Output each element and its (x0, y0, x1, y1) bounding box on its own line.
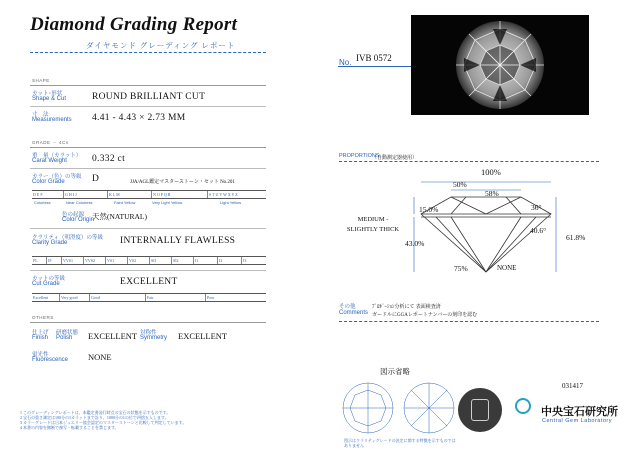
color-master-note: JJA/AGL鑑定マスターストーン・セット No.201 (130, 180, 235, 185)
lower-half-value: 75% (454, 264, 468, 273)
table-value: 58% (485, 189, 499, 198)
polish-value: EXCELLENT (88, 331, 138, 341)
color-scale-seg: D E F (32, 191, 64, 198)
comment-line-1: ﾌﾟﾛﾎﾟｰｼｮﾝ分析にて 表面検査済 (372, 305, 441, 310)
color-scale-seg: G H I J (64, 191, 108, 198)
scale-desc: Colorless (34, 200, 51, 205)
color-scale-seg: K L M (108, 191, 152, 198)
scale-desc: Faint Yellow (114, 200, 136, 205)
proportions-diagram (411, 162, 561, 282)
clarity-label-en: Clarity Grade (32, 240, 68, 246)
cut-label-en: Cut Grade (32, 281, 60, 287)
color-label-en: Color Grade (32, 179, 65, 185)
color-scale-seg: N O P Q R (152, 191, 208, 198)
cut-scale-seg: Good (90, 294, 146, 301)
polish-label-en: Polish (56, 335, 73, 341)
fluorescence-label-en: Fluorescence (32, 357, 69, 363)
carat-label-jp: 重 量（カラット） (32, 153, 82, 159)
plot-diagram (341, 380, 457, 436)
section-rule (30, 85, 266, 86)
lab-logo-icon (515, 398, 531, 414)
footer-note: 1 このグレーディングレポートは、本鑑定書発行時点の宝石の状態を示すものです。 (20, 410, 171, 415)
cut-scale (32, 293, 266, 302)
proportions-label: PROPORTIONS (339, 153, 380, 159)
color-label-jp: カラー（色）の等級 (32, 174, 82, 180)
plot-omitted-label: 図示省略 (380, 367, 410, 376)
color-value: D (92, 174, 100, 184)
footer-note: 3 カラーグレードは日本ジュエリー協会認定のマスターストーンと比較して判定しています。 (20, 420, 187, 425)
polish-label-jp: 研磨状態 (56, 330, 79, 336)
carat-value: 0.332 ct (92, 154, 126, 164)
clarity-scale-seg: FL (32, 257, 47, 264)
girdle-value: MEDIUM - SLIGHTLY THICK (346, 216, 400, 233)
color-origin-label-jp: 色の起源 (62, 212, 85, 218)
color-scale-seg: S T U V W X Y Z (209, 192, 238, 197)
scale-desc: Near Colorless (66, 200, 93, 205)
comment-line-2: ガードルにGGAレポートナンバーの刻印を認む (372, 313, 478, 318)
crown-angle-value: 36° (531, 203, 542, 212)
measurements-value: 4.41 - 4.43 × 2.73 MM (92, 113, 186, 123)
cut-label-jp: カットの等級 (32, 276, 65, 282)
clarity-scale (32, 256, 266, 265)
seal-emblem-icon (471, 399, 489, 421)
scale-desc: Light Yellow (220, 200, 242, 205)
section-rule (30, 147, 266, 148)
crown-height-value: 15.0% (419, 205, 439, 214)
color-origin-value: 天然(NATURAL) (92, 212, 147, 221)
row-rule (30, 106, 266, 107)
cut-scale-seg: Excellent (32, 294, 60, 301)
clarity-label-jp: クラリティ（明澄度）の等級 (32, 235, 103, 241)
shape-cut-label-jp: カット･形状 (32, 91, 63, 97)
section-shape-label: SHAPE (32, 78, 50, 83)
row-rule (30, 270, 266, 271)
clarity-scale-seg: SI2 (172, 257, 194, 264)
clarity-scale-seg: VS1 (106, 257, 128, 264)
plot-note: 図示はクラリティグレードの決定に関する特徴を示すものではありません (344, 438, 456, 448)
clarity-scale-seg: VS2 (128, 257, 150, 264)
total-depth-value: 61.8% (566, 233, 586, 242)
cut-scale-seg: Poor (207, 295, 215, 300)
clarity-scale-seg: VVS2 (84, 257, 106, 264)
finish-label-en: Finish (32, 335, 49, 341)
carat-label-en: Carat Weight (32, 158, 67, 164)
clarity-scale-seg: SI1 (150, 257, 172, 264)
section-rule (30, 322, 266, 323)
row-rule (30, 228, 266, 229)
symmetry-label-jp: 対称性 (140, 330, 157, 336)
color-scale (32, 190, 266, 199)
lab-name-en: Central Gem Laboratory (542, 418, 612, 424)
pavilion-angle-value: 40.6° (530, 226, 547, 235)
cut-scale-seg: Fair (146, 294, 206, 301)
fluorescence-label-jp: 蛍光性 (32, 352, 49, 358)
row-rule (30, 168, 266, 169)
footer-note: 4 本書の内容を無断で複写・転載することを禁じます。 (20, 425, 119, 430)
section-grade-label: GRADE － 4Cs (32, 140, 69, 145)
shape-cut-label-en: Shape & Cut (32, 96, 67, 102)
footer-note: 2 宝石の重さ測定は100分の1カラットまで計り、1000分の1の位で四捨五入します。 (20, 415, 169, 420)
clarity-scale-seg: IF (47, 257, 62, 264)
clarity-scale-seg: I3 (243, 258, 247, 263)
clarity-value: INTERNALLY FLAWLESS (120, 236, 236, 246)
cut-scale-seg: Very good (60, 294, 90, 301)
cut-value: EXCELLENT (120, 277, 178, 287)
clarity-scale-seg: VVS1 (62, 257, 84, 264)
fluorescence-value: NONE (88, 352, 112, 362)
lab-name-jp: 中央宝石研究所 (541, 406, 618, 418)
measurements-label-jp: 寸 法 (32, 112, 49, 118)
symmetry-label-en: Symmetry (140, 335, 167, 341)
clarity-scale-seg: I2 (218, 257, 242, 264)
clarity-scale-seg: I1 (194, 257, 218, 264)
serial-number: 031417 (562, 382, 583, 390)
comments-label-jp: その他 (339, 304, 356, 310)
report-no-underline (338, 66, 416, 67)
diameter-value: 100% (481, 167, 501, 177)
diamond-photo (411, 15, 589, 115)
measurements-label-en: Measurements (32, 117, 72, 123)
report-title: Diamond Grading Report (30, 14, 238, 35)
symmetry-value: EXCELLENT (178, 331, 228, 341)
header-divider (30, 52, 266, 53)
finish-label-jp: 仕上げ (32, 330, 49, 336)
pavilion-depth-value: 43.0% (405, 239, 425, 248)
comments-divider (339, 321, 599, 322)
crown-dia-value: 50% (453, 180, 467, 189)
report-no-label: No. (339, 58, 352, 67)
shape-cut-value: ROUND BRILLIANT CUT (92, 92, 206, 102)
report-subtitle: ダイヤモンド グレーディング レポート (86, 41, 236, 50)
culet-value: NONE (497, 264, 517, 272)
footer-notes (20, 410, 320, 430)
report-number: IVB 0572 (356, 53, 392, 63)
color-origin-label-en: Color Origin (62, 217, 95, 223)
proportions-note: （自動測定器使用） (372, 156, 418, 161)
comments-label-en: Comments (339, 310, 369, 316)
scale-desc: Very Light Yellow (152, 200, 183, 205)
section-others-label: OTHERS (32, 315, 54, 320)
